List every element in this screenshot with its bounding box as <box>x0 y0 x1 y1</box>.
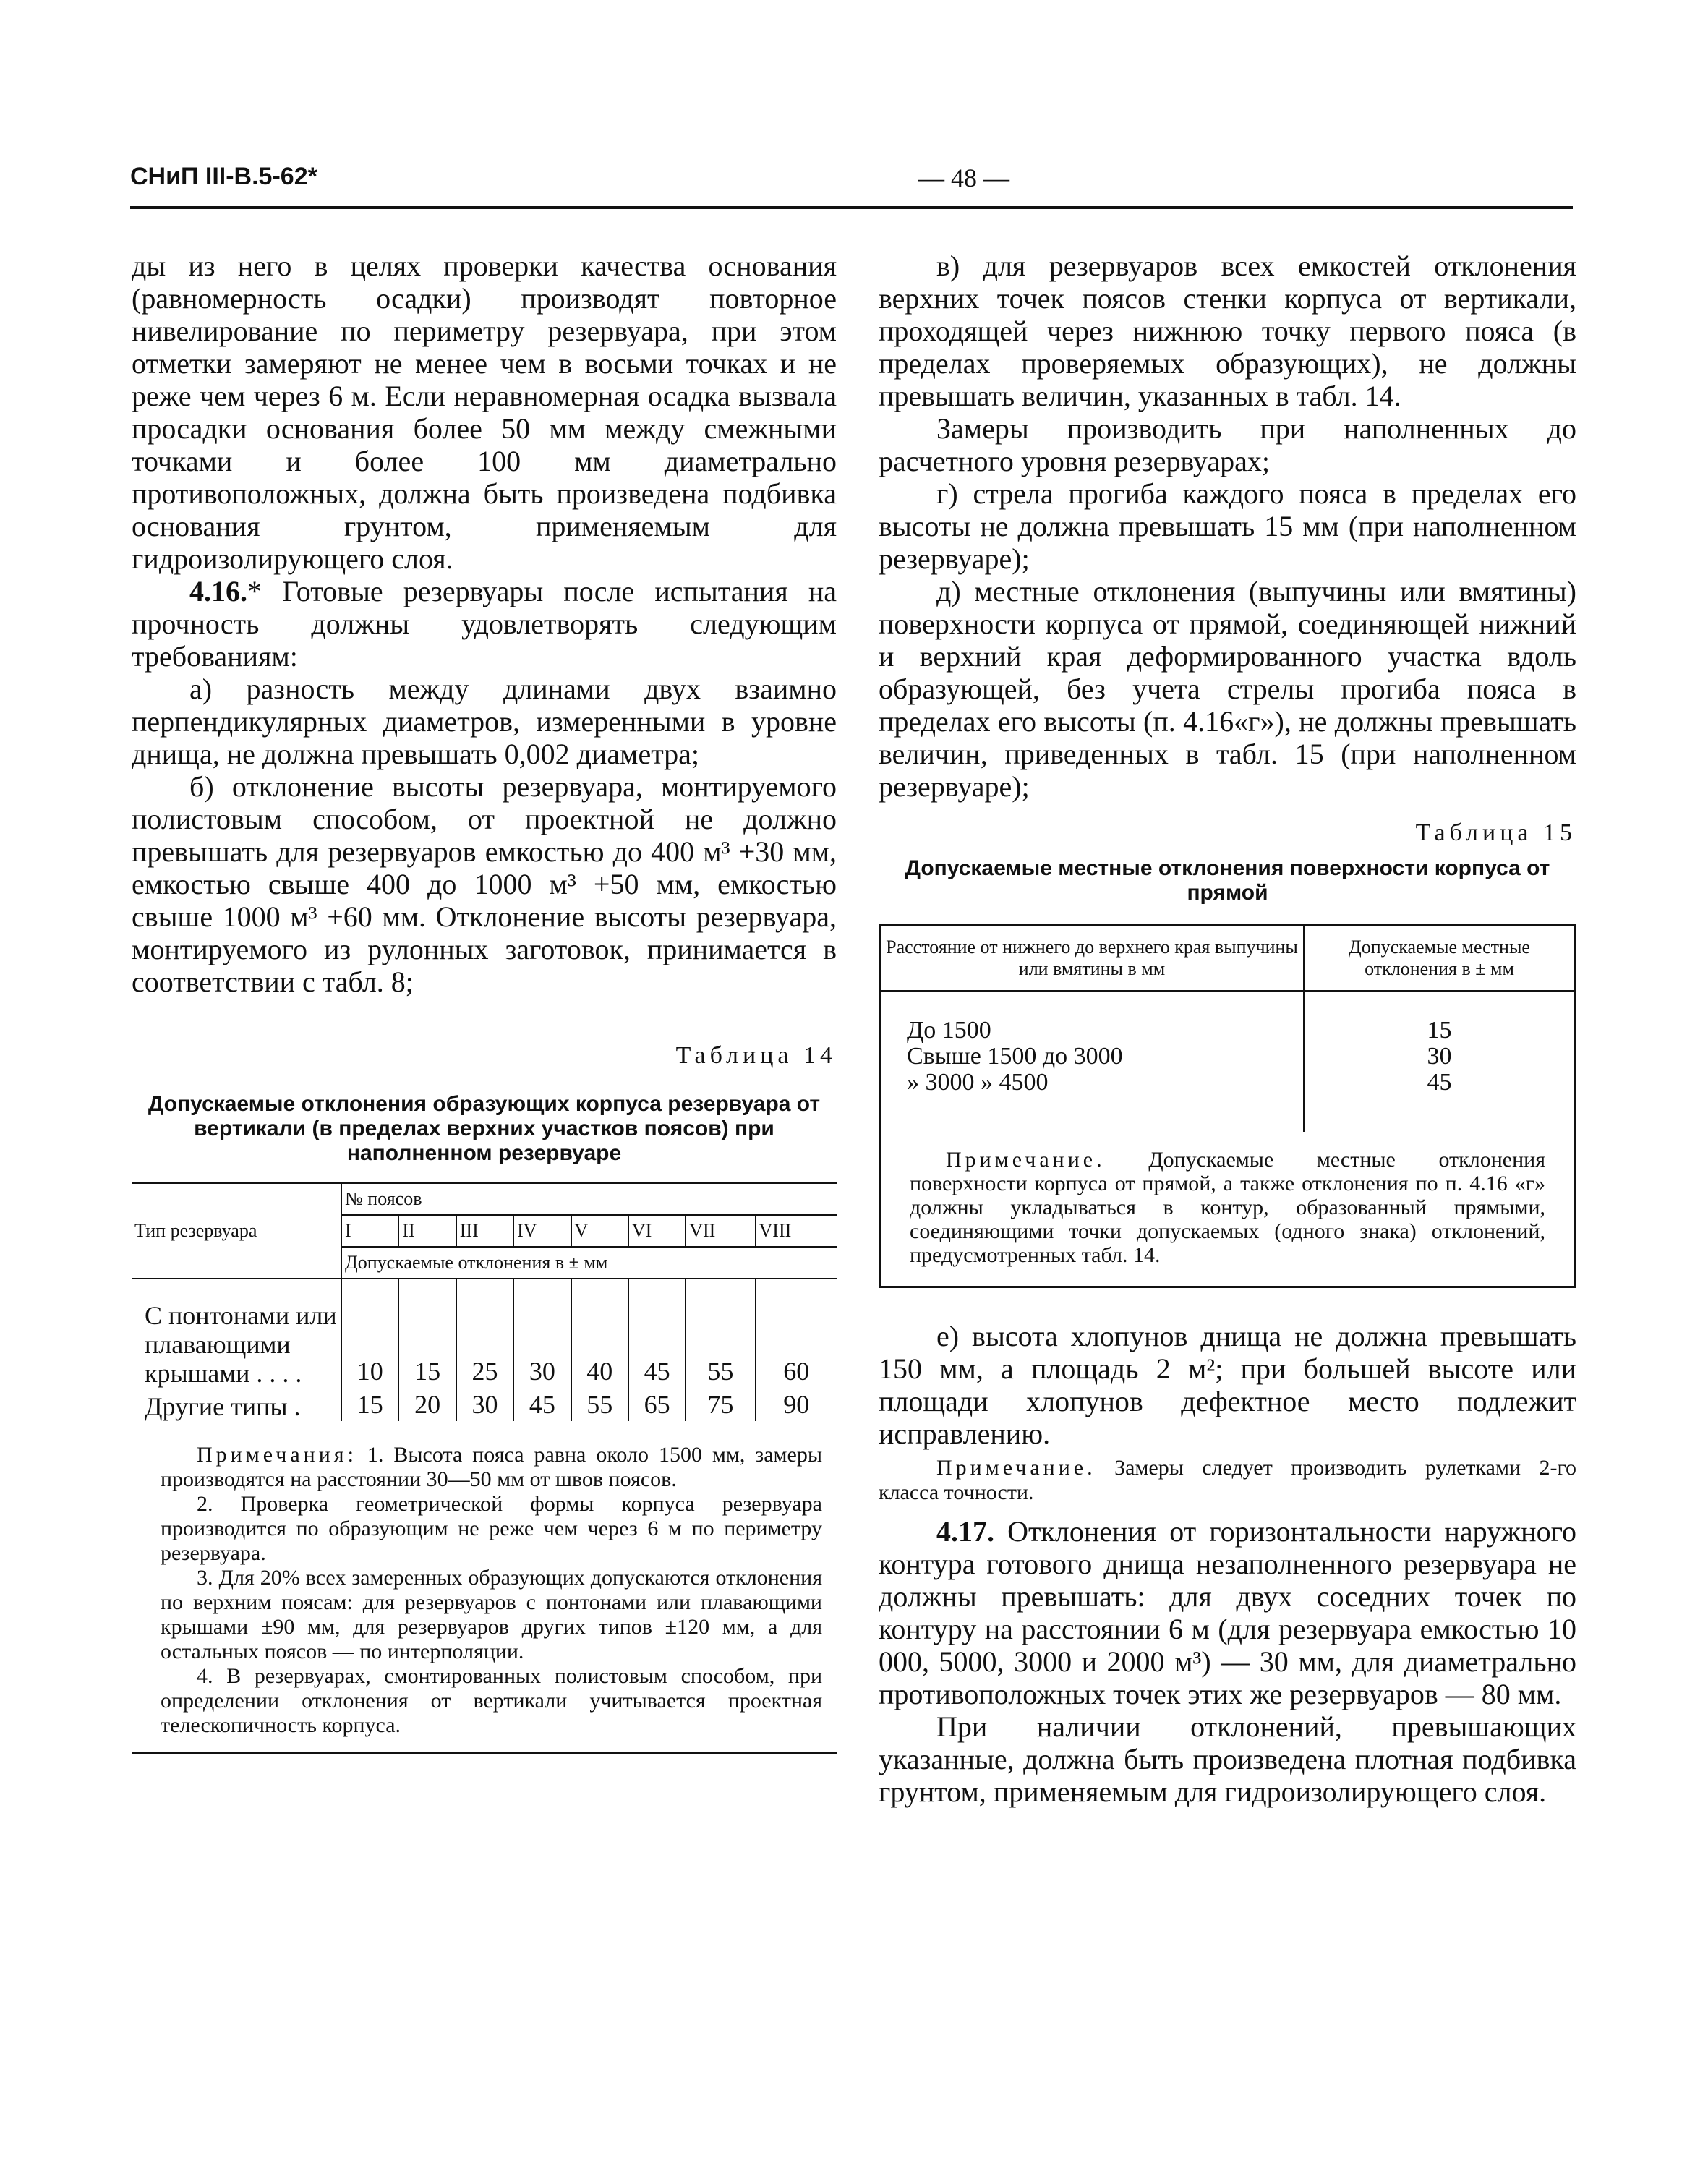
range-cell: » 3000 » 4500 <box>907 1069 1049 1096</box>
table-14-title: Допускаемые отклонения образующих корпуса резервуара от вертикали (в пределах верхних участков поясов) при наполненном резервуаре <box>148 1092 821 1165</box>
table-15-title: Допускаемые местные отклонения поверхности корпуса от прямой <box>905 856 1550 905</box>
note-1: 1. Высота пояса равна около 1500 мм, замеры производятся на расстоянии 30—50 мм от швов поясов. <box>161 1443 822 1491</box>
col-header-deviation: Допускаемые местные отклонения в ± мм <box>1304 926 1574 991</box>
note <box>879 1456 1576 1505</box>
belt-header: VIII <box>756 1215 837 1247</box>
row-type: С понтонами или плавающими крышами . . . . <box>145 1301 337 1388</box>
table-14-caption: Таблица 14 <box>675 1042 837 1069</box>
page-header <box>130 163 1573 206</box>
table-row <box>881 1044 1574 1070</box>
table-cell: 30 <box>513 1279 571 1388</box>
section-number: 4.17. <box>936 1515 994 1548</box>
table-cell: 90 <box>756 1388 837 1421</box>
paragraph-b: б) отклонение высоты резервуара, монтируемого полистовым способом, от проектной не должно превышать для резервуаров емкостью до 400 м³ +30 мм, емкостью свыше 400 до 1000 м³ +50 мм, емкостью свыше 1000 м³ +60 мм. Отклонение высоты резервуара, монтируемого из рулонных заготовок, принимается в соответствии с табл. 8; <box>132 770 837 998</box>
belt-header: IV <box>513 1215 571 1247</box>
table-cell: 45 <box>628 1279 686 1388</box>
table-14-notes <box>132 1421 837 1752</box>
col-header-group: № поясов <box>341 1184 837 1215</box>
range-cell: До 1500 <box>907 1017 991 1044</box>
left-column <box>132 250 837 1754</box>
table-cell: 55 <box>571 1388 628 1421</box>
belt-header: II <box>398 1215 456 1247</box>
row-type: Другие типы . <box>145 1392 301 1421</box>
paragraph-a: а) разность между длинами двух взаимно перпендикулярных диаметров, измеренными в уровне днища, не должна превышать 0,002 диаметра; <box>132 673 837 770</box>
document-id: СНиП III-В.5-62* <box>130 163 317 190</box>
note-label: Примечание. <box>946 1148 1106 1172</box>
col-header-range: Расстояние от нижнего до верхнего края выпучины или вмятины в мм <box>881 926 1304 991</box>
paragraph: При наличии отклонений, превышающих указанные, должна быть произведена плотная подбивка грунтом, применяемым для гидроизолирующего слоя. <box>879 1710 1576 1808</box>
table-row <box>881 991 1574 1044</box>
value-cell: 15 <box>1304 991 1574 1044</box>
table-cell: 45 <box>513 1388 571 1421</box>
paragraph-g: г) стрела прогиба каждого пояса в пределах его высоты не должна превышать 15 мм (при наполненном резервуаре); <box>879 477 1576 575</box>
table-row <box>132 1388 837 1421</box>
table-cell: 15 <box>341 1388 398 1421</box>
belt-header: V <box>571 1215 628 1247</box>
paragraph-d: д) местные отклонения (выпучины или вмятины) поверхности корпуса от прямой, соединяющей нижний и верхний края деформированного участка вдоль образующей, без учета стрелы прогиба пояса в пределах его высоты (п. 4.16«г»), не должны превышать величин, приведенных в табл. 15 (при наполненном резервуаре); <box>879 575 1576 803</box>
note-4: 4. В резервуарах, смонтированных полистовым способом, при определении отклонения от вертикали учитывается проектная телескопичность корпуса. <box>161 1664 822 1737</box>
section-number: 4.16. <box>189 575 247 607</box>
table-cell: 10 <box>341 1279 398 1388</box>
table-row <box>881 1070 1574 1132</box>
table-row <box>132 1279 837 1388</box>
notes-label: Примечания: <box>197 1443 357 1467</box>
table-cell: 60 <box>756 1279 837 1388</box>
table-cell: 40 <box>571 1279 628 1388</box>
paragraph-e: е) высота хлопунов днища не должна превышать 150 мм, а площадь 2 м²; при большей высоте или площади хлопунов дефектное место подлежит исправлению. <box>879 1320 1576 1450</box>
table-cell: 75 <box>686 1388 755 1421</box>
table-cell: 15 <box>398 1279 456 1388</box>
page-number: — 48 — <box>918 163 1009 192</box>
belt-header: I <box>341 1215 398 1247</box>
belt-header: VI <box>628 1215 686 1247</box>
table-15-caption: Таблица 15 <box>1415 819 1576 846</box>
note-label: Примечание. <box>936 1456 1096 1480</box>
table-cell: 55 <box>686 1279 755 1388</box>
table-cell: 20 <box>398 1388 456 1421</box>
belt-header: VII <box>686 1215 755 1247</box>
paragraph-4-17 <box>879 1515 1576 1710</box>
note-text: Допускаемые местные отклонения поверхности корпуса от прямой, а также отклонения по п. 4.16 «г» должны укладываться в контур, образованный прямыми, соединяющими точки допускаемых (одного знака) отклонений, предусмотренных табл. 14. <box>910 1148 1545 1267</box>
table-cell: 65 <box>628 1388 686 1421</box>
value-cell: 45 <box>1304 1070 1574 1132</box>
note-3: 3. Для 20% всех замеренных образующих допускаются отклонения по верхним поясам: для резервуаров с понтонами или плавающими крышами ±90 мм, для резервуаров других типов ±120 мм, а для остальных поясов — по интерполяции. <box>161 1566 822 1663</box>
right-column <box>879 250 1576 1808</box>
header-rule <box>130 206 1573 209</box>
note-text: Замеры следует производить рулетками 2-го класса точности. <box>879 1456 1576 1504</box>
sub-header: Допускаемые отклонения в ± мм <box>341 1247 837 1279</box>
paragraph-v: в) для резервуаров всех емкостей отклонения верхних точек поясов стенки корпуса от вертикали, проходящей через нижнюю точку первого пояса (в пределах проверяемых образующих), не должны превышать величин, указанных в табл. 14. <box>879 250 1576 412</box>
col-header-type: Тип резервуара <box>132 1184 341 1279</box>
belt-header: III <box>456 1215 513 1247</box>
table-cell: 25 <box>456 1279 513 1388</box>
paragraph-text: * Готовые резервуары после испытания на прочность должны удовлетворять следующим требованиям: <box>132 575 837 673</box>
paragraph-text: Отклонения от горизонтальности наружного контура готового днища незаполненного резервуара не должны превышать: для двух соседних точек по контуру на расстоянии 6 м (для резервуара емкостью 10 000, 5000, 3000 и 2000 м³) — 30 мм, для диаметрально противоположных точек этих же резервуаров — 80 мм. <box>879 1515 1576 1710</box>
range-cell: Свыше 1500 до 3000 <box>907 1043 1123 1070</box>
paragraph: ды из него в целях проверки качества основания (равномерность осадки) производят повторное нивелирование по периметру резервуара, при этом отметки замеряют не менее чем в восьми точках и не реже чем через 6 м. Если неравномерная осадка вызвала просадки основания более 50 мм между смежными точками и более 100 мм диаметрально противоположных, должна быть произведена подбивка основания грунтом, применяемым для гидроизолирующего слоя. <box>132 250 837 575</box>
paragraph-4-16 <box>132 575 837 673</box>
table-15-body <box>881 991 1574 1132</box>
note-2: 2. Проверка геометрической формы корпуса резервуара производится по образующим не реже чем через 6 м по периметру резервуара. <box>161 1492 822 1565</box>
paragraph: Замеры производить при наполненных до расчетного уровня резервуарах; <box>879 412 1576 477</box>
table-14-body <box>132 1279 837 1421</box>
table-15 <box>879 924 1576 1288</box>
table-cell: 30 <box>456 1388 513 1421</box>
table-15-note <box>881 1132 1574 1286</box>
table-14 <box>132 1182 837 1754</box>
value-cell: 30 <box>1304 1044 1574 1070</box>
